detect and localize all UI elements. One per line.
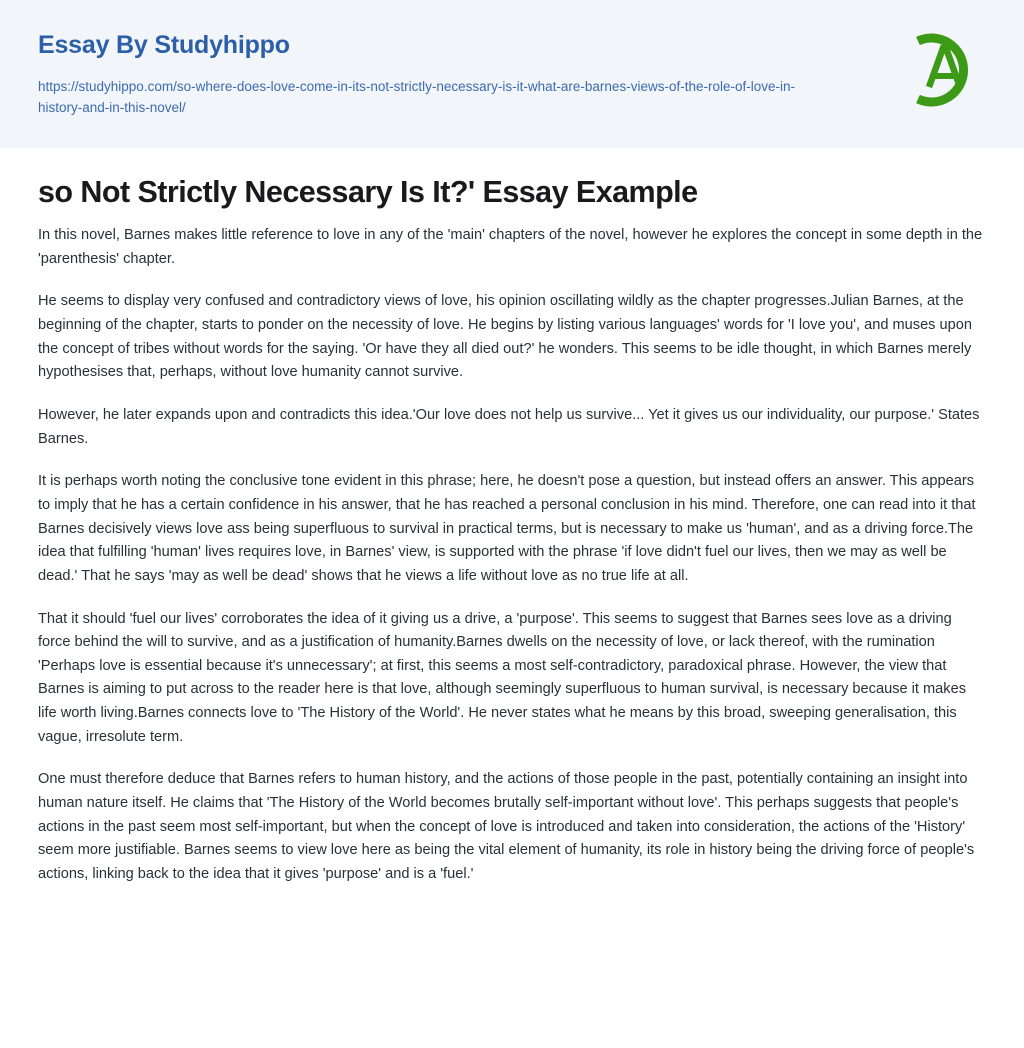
article-body (38, 224, 984, 886)
studyhippo-logo (898, 24, 990, 116)
brand-title: Essay By Studyhippo (38, 31, 290, 59)
paragraph: One must therefore deduce that Barnes refers to human history, and the actions of those people in the past, potentially containing an insight into human nature itself. He claims that 'The History of the World becomes brutally self-important without love'. This perhaps suggests that people's actions in the past seem most self-important, but when the concept of love is introduced and taken into consideration, the actions of the 'History' seem more justifiable. Barnes seems to view love here as being the vital element of humanity, its role in history being the driving force of people's actions, linking back to the idea that it gives 'purpose' and is a 'fuel.' (38, 771, 975, 882)
source-url-link[interactable]: https://studyhippo.com/so-where-does-love-come-in-its-not-strictly-necessary-is-it-what-are-barnes-views-of-the-role-of-love-in-history-and-in-this-novel/ (38, 78, 795, 116)
paragraph: It is perhaps worth noting the conclusive tone evident in this phrase; here, he doesn't pose a question, but instead offers an answer. This appears to imply that he has a certain confidence in his answer, that he has reached a personal conclusion in his mind. Therefore, one can read into it that Barnes decisively views love ass being superfluous to survival in practical terms, but is necessary to make us 'human', and as a driving force.The idea that fulfilling 'human' lives requires love, in Barnes' view, is supported with the phrase 'if love didn't fuel our lives, then we may as well be dead.' That he says 'may as well be dead' shows that he views a life without love as no true life at all. (38, 473, 976, 584)
paragraph: He seems to display very confused and contradictory views of love, his opinion oscillating wildly as the chapter progresses.Julian Barnes, at the beginning of the chapter, starts to ponder on the necessity of love. He begins by listing various languages' words for 'I love you', and muses upon the concept of tribes without words for the saying. 'Or have they all died out?' he wonders. This seems to be idle thought, in which Barnes merely hypothesises that, perhaps, without love humanity cannot survive. (38, 293, 972, 381)
logo-arc-a-icon (898, 24, 990, 116)
paragraph: In this novel, Barnes makes little reference to love in any of the 'main' chapters of the novel, however he explores the concept in some depth in the 'parenthesis' chapter. (38, 227, 983, 267)
article-container (0, 148, 1024, 887)
page-title: so Not Strictly Necessary Is It?' Essay Example (38, 175, 698, 209)
page-header (0, 0, 1024, 148)
paragraph: That it should 'fuel our lives' corroborates the idea of it giving us a drive, a 'purpose'. This seems to suggest that Barnes sees love as a driving force behind the will to survive, and as a justification of humanity.Barnes dwells on the necessity of love, or lack thereof, with the rumination 'Perhaps love is essential because it's unnecessary'; at first, this seems a most self-contradictory, paradoxical phrase. However, the view that Barnes is aiming to put across to the reader here is that love, although seemingly superfluous to human survival, is necessary because it makes life worth living.Barnes connects love to 'The History of the World'. He never states what he means by this broad, sweeping generalisation, this vague, irresolute term. (38, 610, 966, 745)
paragraph: However, he later expands upon and contradicts this idea.'Our love does not help us survive... Yet it gives us our individuality, our purpose.' States Barnes. (38, 407, 980, 447)
